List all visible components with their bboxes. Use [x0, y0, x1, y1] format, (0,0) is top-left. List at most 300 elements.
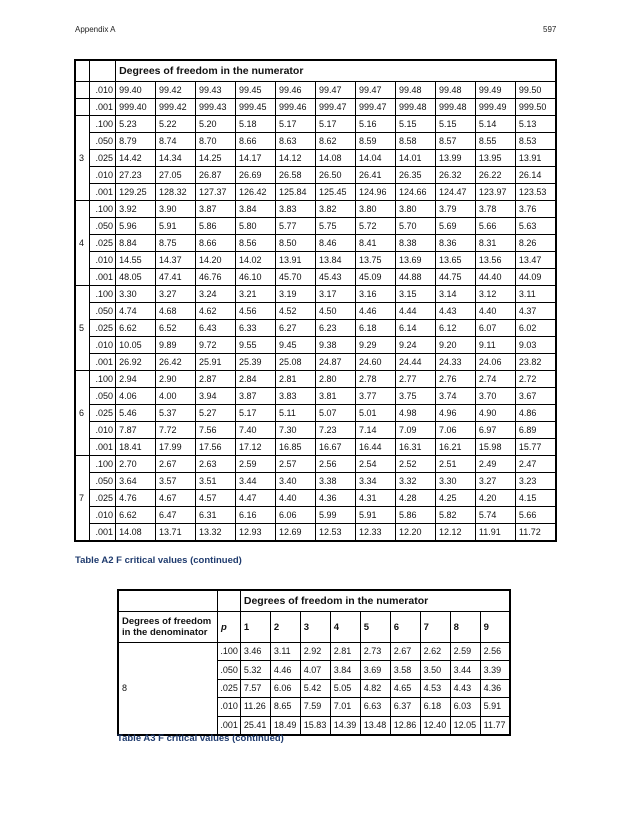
- value-cell: 5.17: [236, 405, 276, 422]
- value-cell: 8.55: [475, 133, 515, 150]
- p-cell: .100: [89, 201, 115, 218]
- value-cell: 13.95: [475, 150, 515, 167]
- value-cell: 13.48: [360, 716, 390, 735]
- value-cell: 5.16: [355, 116, 395, 133]
- value-cell: 2.92: [300, 643, 330, 661]
- value-cell: 3.44: [450, 661, 480, 679]
- value-cell: 13.71: [156, 524, 196, 542]
- value-cell: 9.38: [315, 337, 355, 354]
- table-row: [75, 286, 556, 303]
- value-cell: 6.97: [475, 422, 515, 439]
- value-cell: 3.74: [435, 388, 475, 405]
- value-cell: 99.45: [236, 82, 276, 99]
- value-cell: 3.82: [315, 201, 355, 218]
- value-cell: 6.16: [236, 507, 276, 524]
- p-cell: .025: [89, 490, 115, 507]
- table-row: [75, 422, 556, 439]
- value-cell: 125.45: [315, 184, 355, 201]
- value-cell: 27.23: [116, 167, 156, 184]
- value-cell: 5.75: [315, 218, 355, 235]
- p-cell: .001: [89, 99, 115, 116]
- value-cell: 3.38: [315, 473, 355, 490]
- table-row: [75, 201, 556, 218]
- value-cell: 8.75: [156, 235, 196, 252]
- value-cell: 999.50: [515, 99, 556, 116]
- value-cell: 8.79: [116, 133, 156, 150]
- value-cell: 2.77: [395, 371, 435, 388]
- value-cell: 12.86: [390, 716, 420, 735]
- value-cell: 14.34: [156, 150, 196, 167]
- value-cell: 124.66: [395, 184, 435, 201]
- value-cell: 3.27: [156, 286, 196, 303]
- value-cell: 3.30: [116, 286, 156, 303]
- value-cell: 6.31: [196, 507, 236, 524]
- table-row: [118, 643, 510, 661]
- value-cell: 4.74: [116, 303, 156, 320]
- value-cell: 6.62: [116, 507, 156, 524]
- value-cell: 3.80: [395, 201, 435, 218]
- value-cell: 12.05: [450, 716, 480, 735]
- value-cell: 99.42: [156, 82, 196, 99]
- value-cell: 8.65: [270, 698, 300, 716]
- df-cell: [75, 99, 89, 116]
- value-cell: 3.83: [276, 388, 316, 405]
- p-cell: .010: [89, 82, 115, 99]
- value-cell: 6.07: [475, 320, 515, 337]
- p-cell: .010: [89, 422, 115, 439]
- value-cell: 6.63: [360, 698, 390, 716]
- value-cell: 2.67: [156, 456, 196, 473]
- value-cell: 3.83: [276, 201, 316, 218]
- value-cell: 7.59: [300, 698, 330, 716]
- value-cell: 4.15: [515, 490, 556, 507]
- value-cell: 128.32: [156, 184, 196, 201]
- p-cell: .100: [89, 456, 115, 473]
- value-cell: 26.92: [116, 354, 156, 371]
- value-cell: 4.44: [395, 303, 435, 320]
- value-cell: 2.51: [435, 456, 475, 473]
- value-cell: 999.40: [116, 99, 156, 116]
- value-cell: 4.46: [355, 303, 395, 320]
- table-row: [75, 218, 556, 235]
- p-cell: .001: [89, 184, 115, 201]
- value-cell: 7.01: [330, 698, 360, 716]
- p-cell: .001: [89, 524, 115, 542]
- f-table-a3: [117, 589, 511, 736]
- value-cell: 9.11: [475, 337, 515, 354]
- column-header: 4: [330, 612, 360, 643]
- p-cell: .050: [218, 661, 241, 679]
- value-cell: 4.07: [300, 661, 330, 679]
- value-cell: 4.31: [355, 490, 395, 507]
- value-cell: 9.03: [515, 337, 556, 354]
- value-cell: 8.74: [156, 133, 196, 150]
- value-cell: 14.04: [355, 150, 395, 167]
- corner-cell: [118, 590, 218, 612]
- value-cell: 3.90: [156, 201, 196, 218]
- value-cell: 13.32: [196, 524, 236, 542]
- value-cell: 4.43: [435, 303, 475, 320]
- value-cell: 4.50: [315, 303, 355, 320]
- value-cell: 17.12: [236, 439, 276, 456]
- value-cell: 2.90: [156, 371, 196, 388]
- value-cell: 5.22: [156, 116, 196, 133]
- value-cell: 13.56: [475, 252, 515, 269]
- value-cell: 5.18: [236, 116, 276, 133]
- value-cell: 3.80: [355, 201, 395, 218]
- value-cell: 999.47: [355, 99, 395, 116]
- value-cell: 2.72: [515, 371, 556, 388]
- p-cell: .050: [89, 388, 115, 405]
- value-cell: 26.87: [196, 167, 236, 184]
- value-cell: 2.80: [315, 371, 355, 388]
- value-cell: 4.76: [116, 490, 156, 507]
- value-cell: 3.69: [360, 661, 390, 679]
- value-cell: 7.23: [315, 422, 355, 439]
- p-cell: .001: [89, 354, 115, 371]
- value-cell: 8.66: [236, 133, 276, 150]
- value-cell: 12.20: [395, 524, 435, 542]
- value-cell: 99.50: [515, 82, 556, 99]
- p-cell: .050: [89, 133, 115, 150]
- p-cell: .010: [89, 167, 115, 184]
- value-cell: 7.30: [276, 422, 316, 439]
- value-cell: 11.72: [515, 524, 556, 542]
- value-cell: 14.39: [330, 716, 360, 735]
- value-cell: 5.27: [196, 405, 236, 422]
- df-cell: 8: [118, 643, 218, 735]
- value-cell: 14.08: [116, 524, 156, 542]
- value-cell: 5.80: [236, 218, 276, 235]
- value-cell: 129.25: [116, 184, 156, 201]
- value-cell: 5.63: [515, 218, 556, 235]
- p-cell: .050: [89, 473, 115, 490]
- value-cell: 2.81: [330, 643, 360, 661]
- value-cell: 5.46: [116, 405, 156, 422]
- value-cell: 26.42: [156, 354, 196, 371]
- value-cell: 2.62: [420, 643, 450, 661]
- value-cell: 14.37: [156, 252, 196, 269]
- value-cell: 7.09: [395, 422, 435, 439]
- p-header-text: p: [221, 621, 227, 633]
- value-cell: 2.78: [355, 371, 395, 388]
- value-cell: 3.50: [420, 661, 450, 679]
- p-cell: .010: [89, 507, 115, 524]
- value-cell: 7.40: [236, 422, 276, 439]
- value-cell: 4.25: [435, 490, 475, 507]
- value-cell: 4.96: [435, 405, 475, 422]
- value-cell: 46.10: [236, 269, 276, 286]
- value-cell: 9.20: [435, 337, 475, 354]
- value-cell: 123.53: [515, 184, 556, 201]
- table-row: [75, 99, 556, 116]
- value-cell: 2.67: [390, 643, 420, 661]
- table-row: [75, 371, 556, 388]
- value-cell: 3.57: [156, 473, 196, 490]
- table-row: [75, 507, 556, 524]
- value-cell: 6.33: [236, 320, 276, 337]
- value-cell: 2.94: [116, 371, 156, 388]
- value-cell: 4.53: [420, 679, 450, 697]
- value-cell: 6.02: [515, 320, 556, 337]
- value-cell: 3.34: [355, 473, 395, 490]
- value-cell: 25.91: [196, 354, 236, 371]
- value-cell: 3.14: [435, 286, 475, 303]
- value-cell: 11.77: [480, 716, 510, 735]
- value-cell: 8.59: [355, 133, 395, 150]
- value-cell: 2.63: [196, 456, 236, 473]
- value-cell: 2.74: [475, 371, 515, 388]
- value-cell: 6.23: [315, 320, 355, 337]
- value-cell: 12.40: [420, 716, 450, 735]
- p-cell: .010: [89, 337, 115, 354]
- table-row: [75, 388, 556, 405]
- value-cell: 14.17: [236, 150, 276, 167]
- value-cell: 48.05: [116, 269, 156, 286]
- table-row: [75, 524, 556, 542]
- value-cell: 6.89: [515, 422, 556, 439]
- column-header: 2: [270, 612, 300, 643]
- value-cell: 9.45: [276, 337, 316, 354]
- value-cell: 13.91: [276, 252, 316, 269]
- table-row: [75, 490, 556, 507]
- value-cell: 5.05: [330, 679, 360, 697]
- p-cell: .010: [89, 252, 115, 269]
- value-cell: 2.84: [236, 371, 276, 388]
- value-cell: 23.82: [515, 354, 556, 371]
- table-row: [75, 269, 556, 286]
- numerator-header: Degrees of freedom in the numerator: [240, 590, 510, 612]
- value-cell: 2.87: [196, 371, 236, 388]
- value-cell: 4.65: [390, 679, 420, 697]
- value-cell: 44.40: [475, 269, 515, 286]
- value-cell: 5.70: [395, 218, 435, 235]
- value-cell: 3.87: [236, 388, 276, 405]
- column-header: 7: [420, 612, 450, 643]
- value-cell: 13.91: [515, 150, 556, 167]
- value-cell: 4.56: [236, 303, 276, 320]
- p-header: [218, 612, 241, 643]
- value-cell: 44.75: [435, 269, 475, 286]
- value-cell: 4.90: [475, 405, 515, 422]
- value-cell: 45.09: [355, 269, 395, 286]
- value-cell: 15.83: [300, 716, 330, 735]
- value-cell: 9.89: [156, 337, 196, 354]
- column-header-row: [118, 612, 510, 643]
- value-cell: 5.32: [240, 661, 270, 679]
- value-cell: 5.01: [355, 405, 395, 422]
- table-row: [75, 184, 556, 201]
- value-cell: 5.37: [156, 405, 196, 422]
- value-cell: 3.40: [276, 473, 316, 490]
- table-row: [75, 337, 556, 354]
- value-cell: 3.17: [315, 286, 355, 303]
- value-cell: 16.31: [395, 439, 435, 456]
- value-cell: 6.37: [390, 698, 420, 716]
- value-cell: 26.69: [236, 167, 276, 184]
- value-cell: 8.38: [395, 235, 435, 252]
- page-number: 597: [543, 25, 557, 34]
- value-cell: 3.32: [395, 473, 435, 490]
- p-cell: .100: [89, 116, 115, 133]
- table-row: [75, 473, 556, 490]
- value-cell: 999.48: [395, 99, 435, 116]
- value-cell: 3.79: [435, 201, 475, 218]
- value-cell: 4.52: [276, 303, 316, 320]
- value-cell: 5.17: [276, 116, 316, 133]
- value-cell: 3.67: [515, 388, 556, 405]
- value-cell: 5.20: [196, 116, 236, 133]
- value-cell: 3.30: [435, 473, 475, 490]
- value-cell: 8.56: [236, 235, 276, 252]
- value-cell: 14.02: [236, 252, 276, 269]
- value-cell: 8.26: [515, 235, 556, 252]
- value-cell: 5.86: [196, 218, 236, 235]
- value-cell: 3.11: [270, 643, 300, 661]
- f-table-a2-body: [75, 60, 556, 541]
- value-cell: 3.24: [196, 286, 236, 303]
- value-cell: 17.56: [196, 439, 236, 456]
- value-cell: 3.44: [236, 473, 276, 490]
- df-cell: [75, 82, 89, 99]
- value-cell: 13.99: [435, 150, 475, 167]
- table-row: [75, 150, 556, 167]
- value-cell: 3.27: [475, 473, 515, 490]
- header-row: [118, 590, 510, 612]
- value-cell: 3.81: [315, 388, 355, 405]
- value-cell: 4.86: [515, 405, 556, 422]
- value-cell: 7.87: [116, 422, 156, 439]
- value-cell: 24.60: [355, 354, 395, 371]
- value-cell: 5.77: [276, 218, 316, 235]
- table-row: [75, 405, 556, 422]
- header-row: [75, 60, 556, 82]
- value-cell: 3.12: [475, 286, 515, 303]
- value-cell: 18.41: [116, 439, 156, 456]
- value-cell: 8.66: [196, 235, 236, 252]
- corner-cell: [218, 590, 241, 612]
- value-cell: 3.11: [515, 286, 556, 303]
- df-cell: 6: [75, 371, 89, 456]
- value-cell: 13.65: [435, 252, 475, 269]
- value-cell: 6.14: [395, 320, 435, 337]
- value-cell: 3.84: [330, 661, 360, 679]
- value-cell: 47.41: [156, 269, 196, 286]
- value-cell: 4.28: [395, 490, 435, 507]
- value-cell: 8.57: [435, 133, 475, 150]
- value-cell: 6.27: [276, 320, 316, 337]
- value-cell: 2.52: [395, 456, 435, 473]
- value-cell: 26.50: [315, 167, 355, 184]
- value-cell: 8.53: [515, 133, 556, 150]
- value-cell: 46.76: [196, 269, 236, 286]
- value-cell: 3.84: [236, 201, 276, 218]
- value-cell: 26.22: [475, 167, 515, 184]
- value-cell: 16.67: [315, 439, 355, 456]
- value-cell: 5.66: [475, 218, 515, 235]
- value-cell: 26.35: [395, 167, 435, 184]
- value-cell: 16.44: [355, 439, 395, 456]
- value-cell: 4.00: [156, 388, 196, 405]
- value-cell: 3.94: [196, 388, 236, 405]
- value-cell: 9.55: [236, 337, 276, 354]
- value-cell: 14.08: [315, 150, 355, 167]
- value-cell: 99.43: [196, 82, 236, 99]
- value-cell: 5.15: [435, 116, 475, 133]
- value-cell: 14.55: [116, 252, 156, 269]
- value-cell: 6.47: [156, 507, 196, 524]
- value-cell: 4.46: [270, 661, 300, 679]
- p-cell: .025: [89, 320, 115, 337]
- table-a3-caption: Table A3 F critical values (continued): [117, 733, 284, 744]
- p-cell: .025: [218, 679, 241, 697]
- value-cell: 3.16: [355, 286, 395, 303]
- value-cell: 24.44: [395, 354, 435, 371]
- value-cell: 2.49: [475, 456, 515, 473]
- value-cell: 4.40: [276, 490, 316, 507]
- value-cell: 4.43: [450, 679, 480, 697]
- table-row: [75, 354, 556, 371]
- p-cell: .100: [218, 643, 241, 661]
- value-cell: 26.58: [276, 167, 316, 184]
- value-cell: 9.72: [196, 337, 236, 354]
- value-cell: 3.64: [116, 473, 156, 490]
- value-cell: 17.99: [156, 439, 196, 456]
- value-cell: 5.17: [315, 116, 355, 133]
- p-cell: .001: [218, 716, 241, 735]
- value-cell: 5.91: [156, 218, 196, 235]
- value-cell: 3.39: [480, 661, 510, 679]
- value-cell: 12.69: [276, 524, 316, 542]
- value-cell: 3.77: [355, 388, 395, 405]
- table-row: [75, 320, 556, 337]
- value-cell: 8.84: [116, 235, 156, 252]
- value-cell: 3.19: [276, 286, 316, 303]
- value-cell: 14.01: [395, 150, 435, 167]
- p-cell: .025: [89, 405, 115, 422]
- value-cell: 5.72: [355, 218, 395, 235]
- corner-cell: [75, 60, 89, 82]
- value-cell: 3.92: [116, 201, 156, 218]
- value-cell: 15.77: [515, 439, 556, 456]
- value-cell: 8.50: [276, 235, 316, 252]
- value-cell: 5.96: [116, 218, 156, 235]
- value-cell: 3.51: [196, 473, 236, 490]
- value-cell: 13.47: [515, 252, 556, 269]
- value-cell: 999.46: [276, 99, 316, 116]
- value-cell: 6.18: [355, 320, 395, 337]
- df-cell: 4: [75, 201, 89, 286]
- value-cell: 125.84: [276, 184, 316, 201]
- table-row: [75, 235, 556, 252]
- value-cell: 4.82: [360, 679, 390, 697]
- value-cell: 14.42: [116, 150, 156, 167]
- value-cell: 2.59: [236, 456, 276, 473]
- value-cell: 3.21: [236, 286, 276, 303]
- value-cell: 2.76: [435, 371, 475, 388]
- value-cell: 2.56: [315, 456, 355, 473]
- value-cell: 999.48: [435, 99, 475, 116]
- value-cell: 3.23: [515, 473, 556, 490]
- value-cell: 16.85: [276, 439, 316, 456]
- value-cell: 15.98: [475, 439, 515, 456]
- value-cell: 5.07: [315, 405, 355, 422]
- value-cell: 25.08: [276, 354, 316, 371]
- value-cell: 124.47: [435, 184, 475, 201]
- value-cell: 5.42: [300, 679, 330, 697]
- value-cell: 4.06: [116, 388, 156, 405]
- value-cell: 12.12: [435, 524, 475, 542]
